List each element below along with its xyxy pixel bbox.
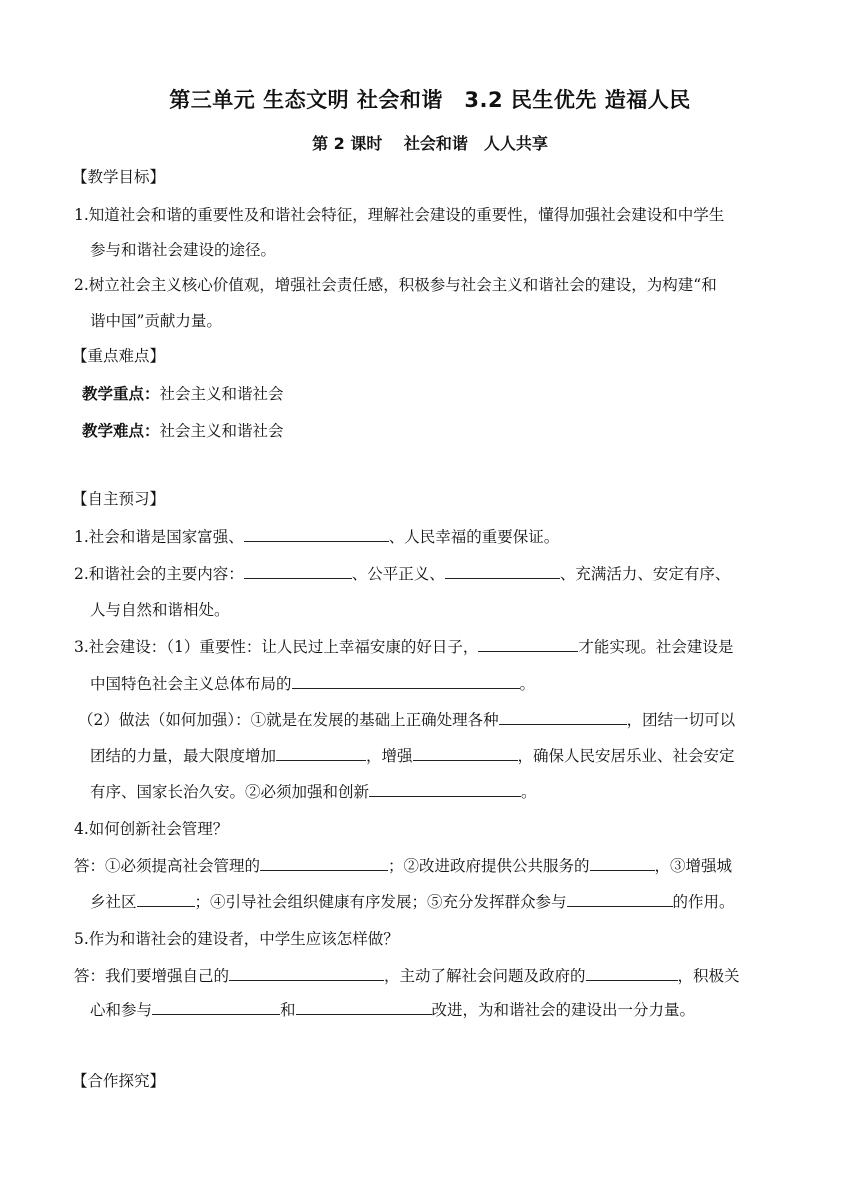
section-heading-explore: 【合作探究】 — [72, 1072, 166, 1090]
fill-blank[interactable] — [369, 782, 521, 797]
section-heading-preview: 【自主预习】 — [72, 490, 166, 508]
fill-blank[interactable] — [229, 966, 384, 981]
fill-blank[interactable] — [152, 1000, 280, 1015]
page-title: 第三单元 生态文明 社会和谐 3.2 民生优先 造福人民 — [169, 88, 691, 112]
key-difficulty-line — [82, 421, 802, 441]
fill-blank[interactable] — [276, 746, 366, 761]
fill-blank[interactable] — [567, 892, 673, 907]
question-line: 有序、国家长治久安。②必须加强和创新 。 — [90, 783, 537, 801]
fill-blank[interactable] — [499, 710, 627, 725]
fill-blank[interactable] — [296, 1000, 432, 1015]
question-line: 2.和谐社会的主要内容： 、公平正义、 、充满活力、安定有序、 — [74, 565, 731, 583]
fill-blank[interactable] — [137, 892, 195, 907]
fill-blank[interactable] — [244, 564, 352, 579]
answer-line: 答：①必须提高社会管理的 ；②改进政府提供公共服务的 ，③增强城 — [74, 857, 733, 875]
section-heading-key: 【重点难点】 — [72, 347, 166, 365]
question-line: 团结的力量，最大限度增加 ，增强 ，确保人民安居乐业、社会安定 — [90, 747, 735, 765]
goal-line: 参与和谐社会建设的途径。 — [90, 241, 277, 259]
key-focus-line — [82, 384, 802, 404]
difficulty-text: 社会主义和谐社会 — [159, 422, 284, 440]
fill-blank[interactable] — [413, 746, 518, 761]
question-line: 5.作为和谐社会的建设者，中学生应该怎样做？ — [74, 930, 399, 948]
answer-line: 乡社区 ；④引导社会组织健康有序发展；⑤充分发挥群众参与 的作用。 — [90, 893, 735, 911]
goal-line: 2.树立社会主义核心价值观，增强社会责任感，积极参与社会主义和谐社会的建设，为构建“和 — [74, 276, 717, 294]
goal-line: 1.知道社会和谐的重要性及和谐社会特征，理解社会建设的重要性，懂得加强社会建设和中学生 — [74, 206, 725, 224]
section-heading-goals: 【教学目标】 — [72, 168, 166, 186]
question-line: 4.如何创新社会管理？ — [74, 820, 229, 838]
fill-blank[interactable] — [590, 856, 655, 871]
focus-label: 教学重点： — [82, 385, 160, 403]
answer-line: 答：我们要增强自己的 ，主动了解社会问题及政府的 ，积极关 — [74, 967, 740, 985]
question-line: 3.社会建设：（1）重要性：让人民过上幸福安康的好日子， 才能实现。社会建设是 — [74, 638, 734, 656]
fill-blank[interactable] — [244, 527, 389, 542]
question-line: 中国特色社会主义总体布局的 。 — [90, 675, 536, 693]
fill-blank[interactable] — [586, 966, 678, 981]
difficulty-label: 教学难点： — [82, 422, 160, 440]
fill-blank[interactable] — [292, 674, 520, 689]
question-line: （2）做法（如何加强）：①就是在发展的基础上正确处理各种 ，团结一切可以 — [78, 711, 736, 729]
lesson-subtitle: 第 2 课时 社会和谐 人人共享 — [312, 134, 548, 153]
fill-blank[interactable] — [260, 856, 388, 871]
question-line: 人与自然和谐相处。 — [90, 601, 230, 619]
question-line: 1.社会和谐是国家富强、 、人民幸福的重要保证。 — [74, 528, 560, 546]
answer-line: 心和参与 和 改进，为和谐社会的建设出一分力量。 — [90, 1001, 696, 1019]
focus-text: 社会主义和谐社会 — [159, 385, 284, 403]
fill-blank[interactable] — [478, 637, 578, 652]
goal-line: 谐中国”贡献力量。 — [90, 312, 222, 330]
fill-blank[interactable] — [445, 564, 560, 579]
